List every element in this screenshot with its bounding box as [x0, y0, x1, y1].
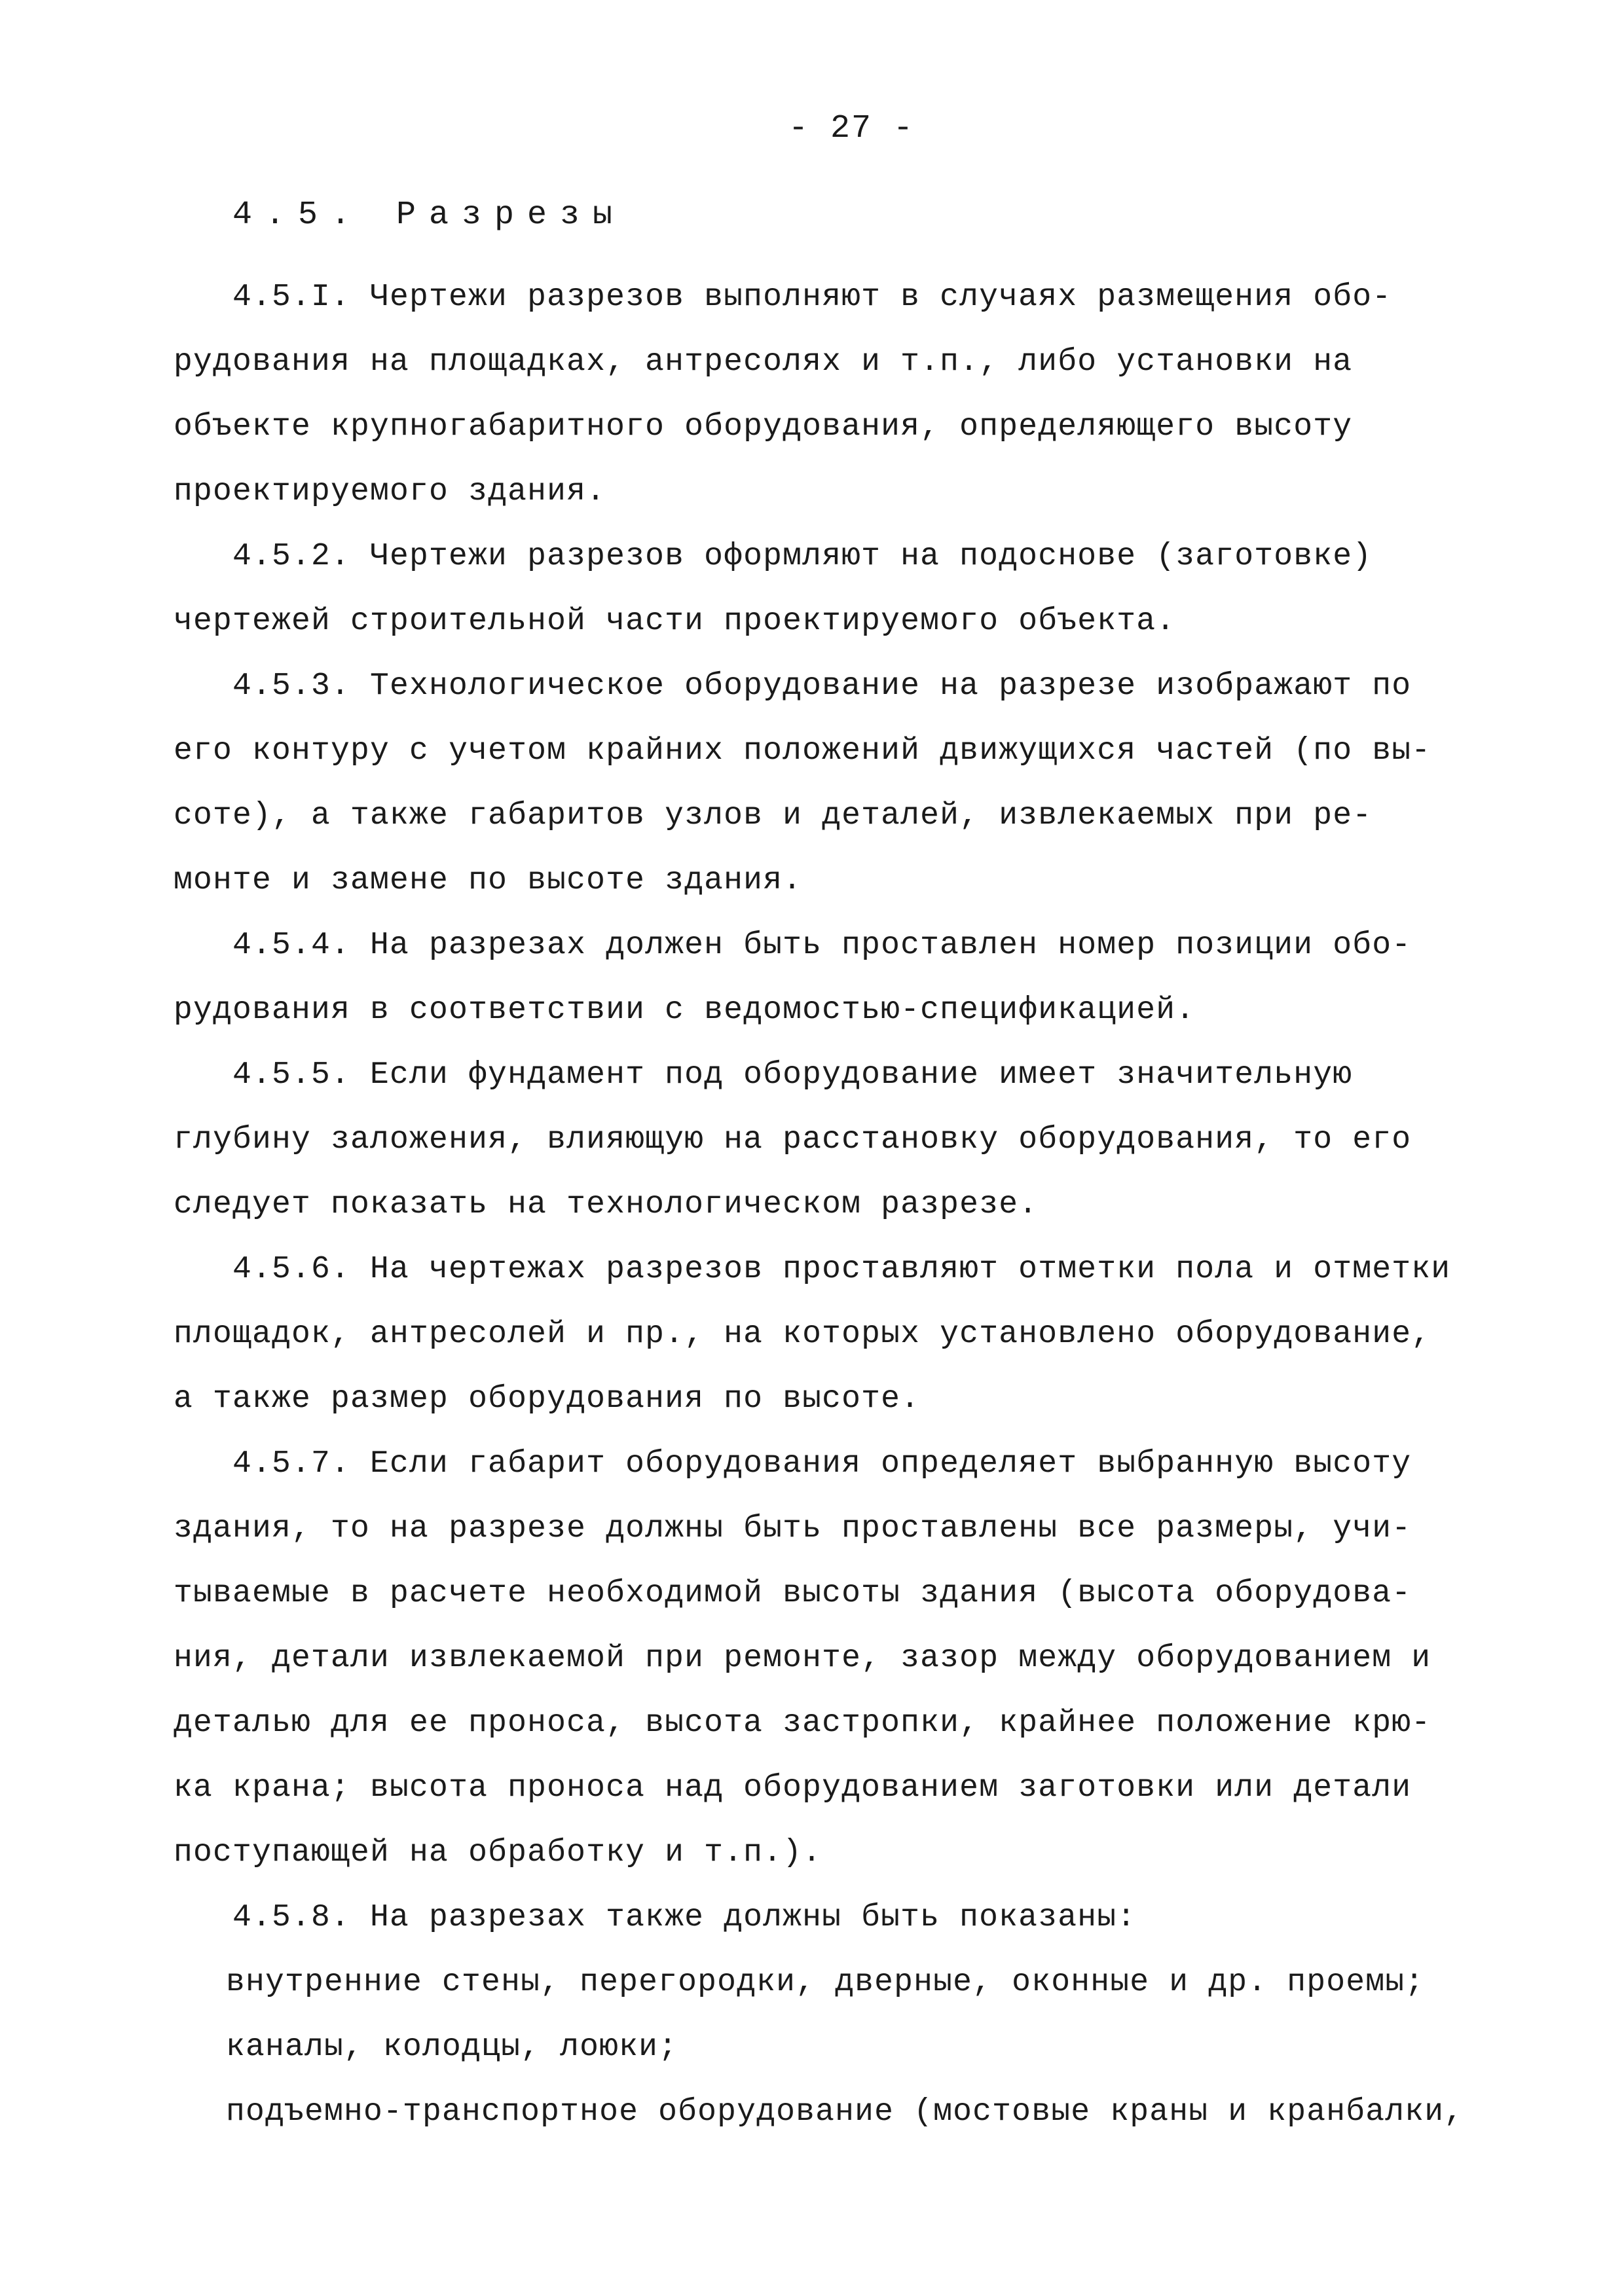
document-body — [174, 265, 1477, 2145]
paragraph-4-5-3 — [174, 654, 1477, 913]
paragraph-4-5-7 — [174, 1432, 1477, 1886]
paragraph-line: его контуру с учетом крайних положений движущихся частей (по вы- — [174, 733, 1431, 769]
paragraph-line: следует показать на технологическом разрезе. — [174, 1187, 1039, 1222]
paragraph-line: деталью для ее проноса, высота застропки, крайнее положение крю- — [174, 1705, 1431, 1741]
page-number: - 27 - — [788, 110, 915, 147]
list-item: подъемно-транспортное оборудование (мостовые краны и кранбалки, — [226, 2094, 1464, 2130]
paragraph-4-5-2 — [174, 524, 1477, 654]
paragraph-line: проектируемого здания. — [174, 474, 606, 509]
paragraph-line: 4.5.6. На чертежах разрезов проставляют отметки пола и отметки — [232, 1252, 1451, 1287]
shown-items-list — [174, 1950, 1477, 2145]
paragraph-line: площадок, антресолей и пр., на которых установлено оборудование, — [174, 1317, 1431, 1352]
paragraph-4-5-6 — [174, 1237, 1477, 1432]
paragraph-line: объекте крупногабаритного оборудования, определяющего высоту — [174, 409, 1353, 445]
paragraph-4-5-8 — [174, 1886, 1477, 1950]
paragraph-4-5-1 — [174, 265, 1477, 524]
paragraph-line: поступающей на обработку и т.п.). — [174, 1835, 822, 1870]
paragraph-line: а также размер оборудования по высоте. — [174, 1381, 921, 1417]
paragraph-line: соте), а также габаритов узлов и деталей, извлекаемых при ре- — [174, 798, 1373, 833]
paragraph-line: глубину заложения, влияющую на расстановку оборудования, то его — [174, 1122, 1412, 1157]
paragraph-4-5-4 — [174, 913, 1477, 1043]
paragraph-line: 4.5.4. На разрезах должен быть проставлен номер позиции обо- — [232, 928, 1412, 963]
paragraph-line: чертежей строительной части проектируемого объекта. — [174, 604, 1176, 639]
paragraph-line: 4.5.7. Если габарит оборудования определяет выбранную высоту — [232, 1446, 1412, 1482]
paragraph-line: монте и замене по высоте здания. — [174, 863, 803, 898]
section-title: 4.5. Разрезы — [232, 196, 626, 234]
paragraph-line: 4.5.2. Чертежи разрезов оформляют на подоснове (заготовке) — [232, 539, 1373, 574]
paragraph-line: 4.5.8. На разрезах также должны быть показаны: — [232, 1900, 1137, 1935]
list-item: каналы, колодцы, лоюки; — [226, 2030, 678, 2065]
list-item: внутренние стены, перегородки, дверные, оконные и др. проемы; — [226, 1965, 1425, 2000]
paragraph-line: здания, то на разрезе должны быть проставлены все размеры, учи- — [174, 1511, 1412, 1546]
paragraph-line: ка крана; высота проноса над оборудованием заготовки или детали — [174, 1770, 1412, 1806]
paragraph-line: тываемые в расчете необходимой высоты здания (высота оборудова- — [174, 1576, 1412, 1611]
paragraph-line: рудования на площадках, антресолях и т.п., либо установки на — [174, 344, 1353, 380]
paragraph-4-5-5 — [174, 1043, 1477, 1237]
paragraph-line: 4.5.5. Если фундамент под оборудование имеет значительную — [232, 1057, 1353, 1093]
paragraph-line: 4.5.I. Чертежи разрезов выполняют в случаях размещения обо- — [232, 280, 1392, 315]
paragraph-line: 4.5.3. Технологическое оборудование на разрезе изображают по — [232, 668, 1412, 704]
paragraph-line: ния, детали извлекаемой при ремонте, зазор между оборудованием и — [174, 1641, 1431, 1676]
paragraph-line: рудования в соответствии с ведомостью-спецификацией. — [174, 993, 1196, 1028]
